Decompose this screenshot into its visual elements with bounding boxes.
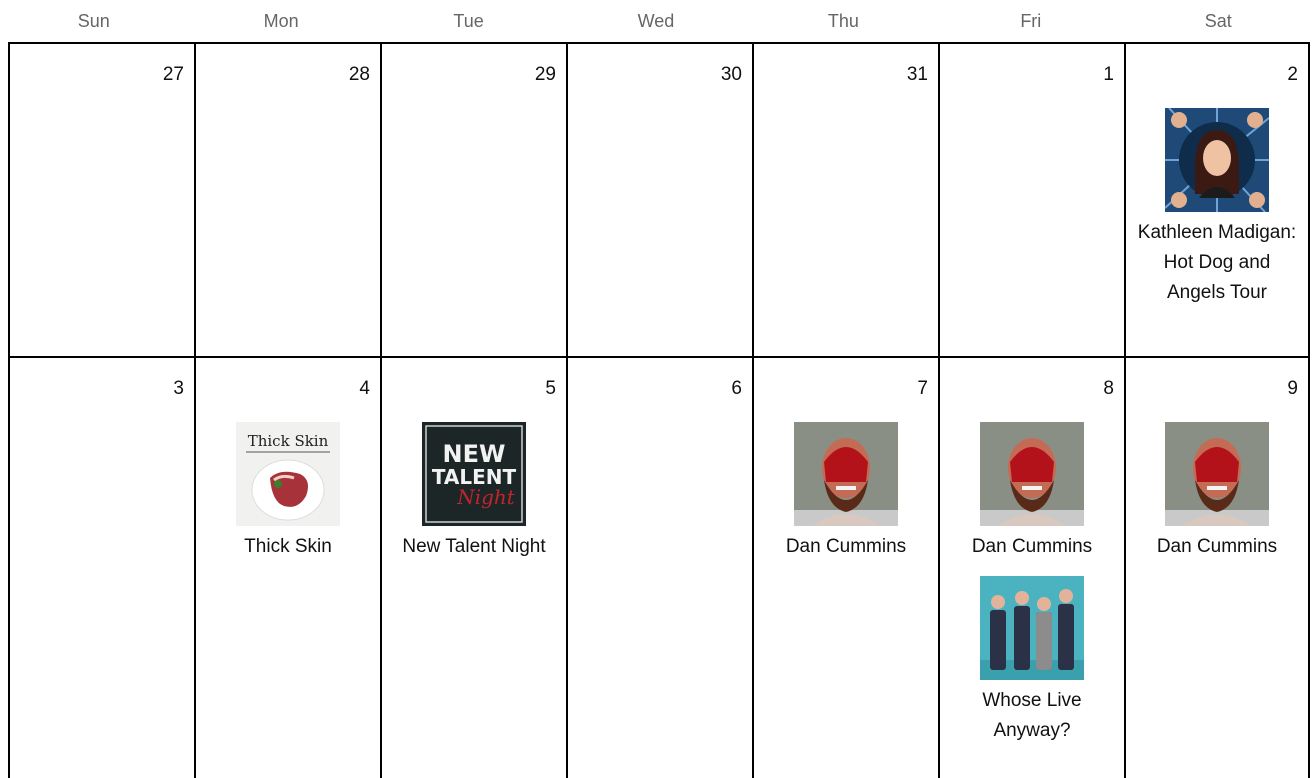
new-talent-logo-line3: Night: [457, 485, 515, 509]
event-title[interactable]: Dan Cummins: [971, 536, 1093, 557]
day-cell[interactable]: [566, 358, 752, 778]
weekday-sun: Sun: [77, 11, 110, 31]
event-list: [196, 422, 380, 576]
weekday-thu: Thu: [827, 11, 859, 31]
day-cell[interactable]: [194, 44, 380, 356]
event-list: [1126, 108, 1308, 322]
day-cell[interactable]: [938, 358, 1124, 778]
event-kathleen-madigan[interactable]: [1126, 108, 1308, 308]
day-number: 7: [917, 378, 928, 399]
day-number: 4: [359, 378, 370, 399]
day-cell[interactable]: [752, 44, 938, 356]
event-dan-cummins[interactable]: [754, 422, 938, 562]
day-number: 30: [720, 64, 742, 85]
day-cell[interactable]: [380, 44, 566, 356]
weekday-mon: Mon: [263, 11, 299, 31]
day-number: 9: [1287, 378, 1298, 399]
day-number: 28: [348, 64, 370, 85]
weekday-tue: Tue: [453, 11, 484, 31]
event-list: [754, 422, 938, 576]
event-list: [382, 422, 566, 576]
day-number: 2: [1287, 64, 1298, 85]
calendar-week: [8, 358, 1310, 778]
day-cell[interactable]: [1124, 358, 1310, 778]
day-number: 5: [545, 378, 556, 399]
day-cell[interactable]: [194, 358, 380, 778]
day-number: 6: [731, 378, 742, 399]
weekday-wed: Wed: [637, 11, 675, 31]
weekday-header: [0, 0, 1312, 42]
event-new-talent-night[interactable]: [382, 422, 566, 562]
whose-live-anyway-thumbnail[interactable]: [980, 576, 1084, 680]
dan-cummins-thumbnail[interactable]: [794, 422, 898, 526]
day-number: 31: [906, 64, 928, 85]
event-thick-skin[interactable]: [196, 422, 380, 562]
day-number: 1: [1103, 64, 1114, 85]
day-cell[interactable]: [566, 44, 752, 356]
day-number: 27: [162, 64, 184, 85]
event-title[interactable]: Kathleen Madigan: Hot Dog and Angels Tour: [1137, 222, 1297, 303]
event-dan-cummins[interactable]: [1126, 422, 1308, 562]
new-talent-logo-line1: NEW: [442, 440, 506, 468]
day-number: 3: [173, 378, 184, 399]
event-title[interactable]: Thick Skin: [244, 536, 332, 557]
day-cell[interactable]: [1124, 44, 1310, 356]
day-cell[interactable]: [8, 44, 194, 356]
event-title[interactable]: Dan Cummins: [1156, 536, 1278, 557]
calendar-grid: [8, 42, 1310, 778]
kathleen-madigan-thumbnail[interactable]: [1165, 108, 1269, 212]
dan-cummins-thumbnail[interactable]: [1165, 422, 1269, 526]
day-cell[interactable]: [380, 358, 566, 778]
day-cell[interactable]: [752, 358, 938, 778]
event-dan-cummins[interactable]: [940, 422, 1124, 562]
event-list: [1126, 422, 1308, 576]
dan-cummins-thumbnail[interactable]: [980, 422, 1084, 526]
event-title[interactable]: New Talent Night: [402, 536, 546, 557]
event-list: [940, 422, 1124, 760]
event-title[interactable]: Whose Live Anyway?: [982, 690, 1082, 741]
day-number: 8: [1103, 378, 1114, 399]
event-whose-live-anyway[interactable]: [940, 576, 1124, 746]
thick-skin-thumbnail[interactable]: [236, 422, 340, 526]
calendar-week: [8, 44, 1310, 358]
new-talent-night-thumbnail[interactable]: [422, 422, 526, 526]
thick-skin-logo-text: Thick Skin: [247, 432, 329, 450]
day-cell[interactable]: [8, 358, 194, 778]
day-cell[interactable]: [938, 44, 1124, 356]
new-talent-logo-line2: TALENT: [431, 465, 517, 489]
event-title[interactable]: Dan Cummins: [785, 536, 907, 557]
day-number: 29: [534, 64, 556, 85]
weekday-fri: Fri: [1020, 11, 1042, 31]
weekday-sat: Sat: [1204, 11, 1232, 31]
